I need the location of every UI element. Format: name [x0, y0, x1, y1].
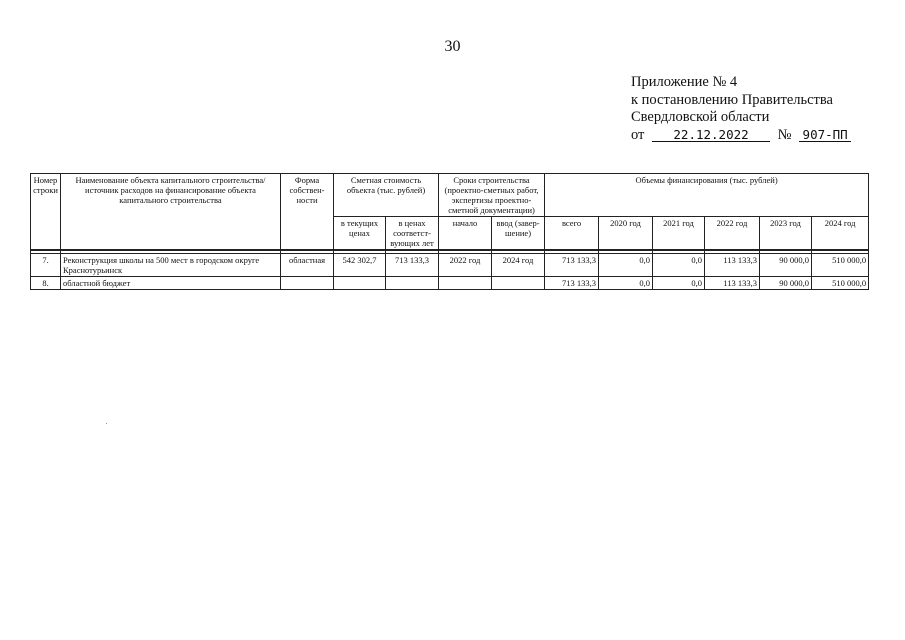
appendix-date-number-line: [631, 127, 851, 145]
cell-ownership: областная: [281, 254, 334, 277]
cell-completion: [492, 277, 545, 290]
header-completion: ввод (завер-шение): [492, 217, 545, 251]
cell-row-number: 7.: [31, 254, 61, 277]
header-row-number: Номер строки: [31, 174, 61, 251]
header-start: начало: [439, 217, 492, 251]
header-2021: 2021 год: [653, 217, 705, 251]
cell-current-prices: 542 302,7: [334, 254, 386, 277]
cell-total: 713 133,3: [545, 254, 599, 277]
header-construction-period: Сроки строительства (проектно-сметных работ, экспертизы проектно-сметной документации): [439, 174, 545, 217]
cell-2022: 113 133,3: [705, 277, 760, 290]
header-current-prices: в текущих ценах: [334, 217, 386, 251]
appendix-resolution-ref: к постановлению Правительства: [631, 91, 833, 108]
financing-table: [30, 173, 869, 290]
header-financing-volumes: Объемы финансирования (тыс. рублей): [545, 174, 869, 217]
cell-ownership: [281, 277, 334, 290]
header-estimated-cost: Сметная стоимость объекта (тыс. рублей): [334, 174, 439, 217]
resolution-date: 22.12.2022: [652, 128, 770, 142]
cell-2021: 0,0: [653, 254, 705, 277]
cell-2023: 90 000,0: [760, 254, 812, 277]
scan-speck: [106, 423, 107, 424]
number-prefix: №: [777, 126, 792, 143]
cell-2022: 113 133,3: [705, 254, 760, 277]
table-row: [31, 254, 869, 277]
cell-2024: 510 000,0: [812, 277, 869, 290]
header-2024: 2024 год: [812, 217, 869, 251]
cell-object-name: Реконструкция школы на 500 мест в городском округе Краснотурьинск: [61, 254, 281, 277]
header-2020: 2020 год: [599, 217, 653, 251]
cell-start: [439, 277, 492, 290]
cell-object-name: областной бюджет: [61, 277, 281, 290]
cell-total: 713 133,3: [545, 277, 599, 290]
cell-2020: 0,0: [599, 254, 653, 277]
appendix-title: Приложение № 4: [631, 74, 738, 90]
cell-relevant-years-prices: 713 133,3: [386, 254, 439, 277]
header-name: Наименование объекта капитального строительства/ источник расходов на финансирование объекта капитального строительства: [61, 174, 281, 251]
header-total: всего: [545, 217, 599, 251]
appendix-heading: [631, 74, 851, 144]
cell-relevant-years-prices: [386, 277, 439, 290]
header-ownership: Форма собствен-ности: [281, 174, 334, 251]
resolution-number: 907-ПП: [799, 128, 851, 142]
cell-current-prices: [334, 277, 386, 290]
cell-completion: 2024 год: [492, 254, 545, 277]
table-row: [31, 277, 869, 290]
cell-2020: 0,0: [599, 277, 653, 290]
header-relevant-years-prices: в ценах соответст-вующих лет: [386, 217, 439, 251]
header-2022: 2022 год: [705, 217, 760, 251]
header-row-1: [31, 174, 869, 217]
page-number: 30: [444, 38, 461, 55]
appendix-region: Свердловской области: [631, 109, 770, 125]
cell-2021: 0,0: [653, 277, 705, 290]
cell-start: 2022 год: [439, 254, 492, 277]
financing-table-container: [30, 173, 868, 290]
cell-2023: 90 000,0: [760, 277, 812, 290]
cell-2024: 510 000,0: [812, 254, 869, 277]
header-2023: 2023 год: [760, 217, 812, 251]
cell-row-number: 8.: [31, 277, 61, 290]
date-prefix: от: [631, 126, 645, 143]
